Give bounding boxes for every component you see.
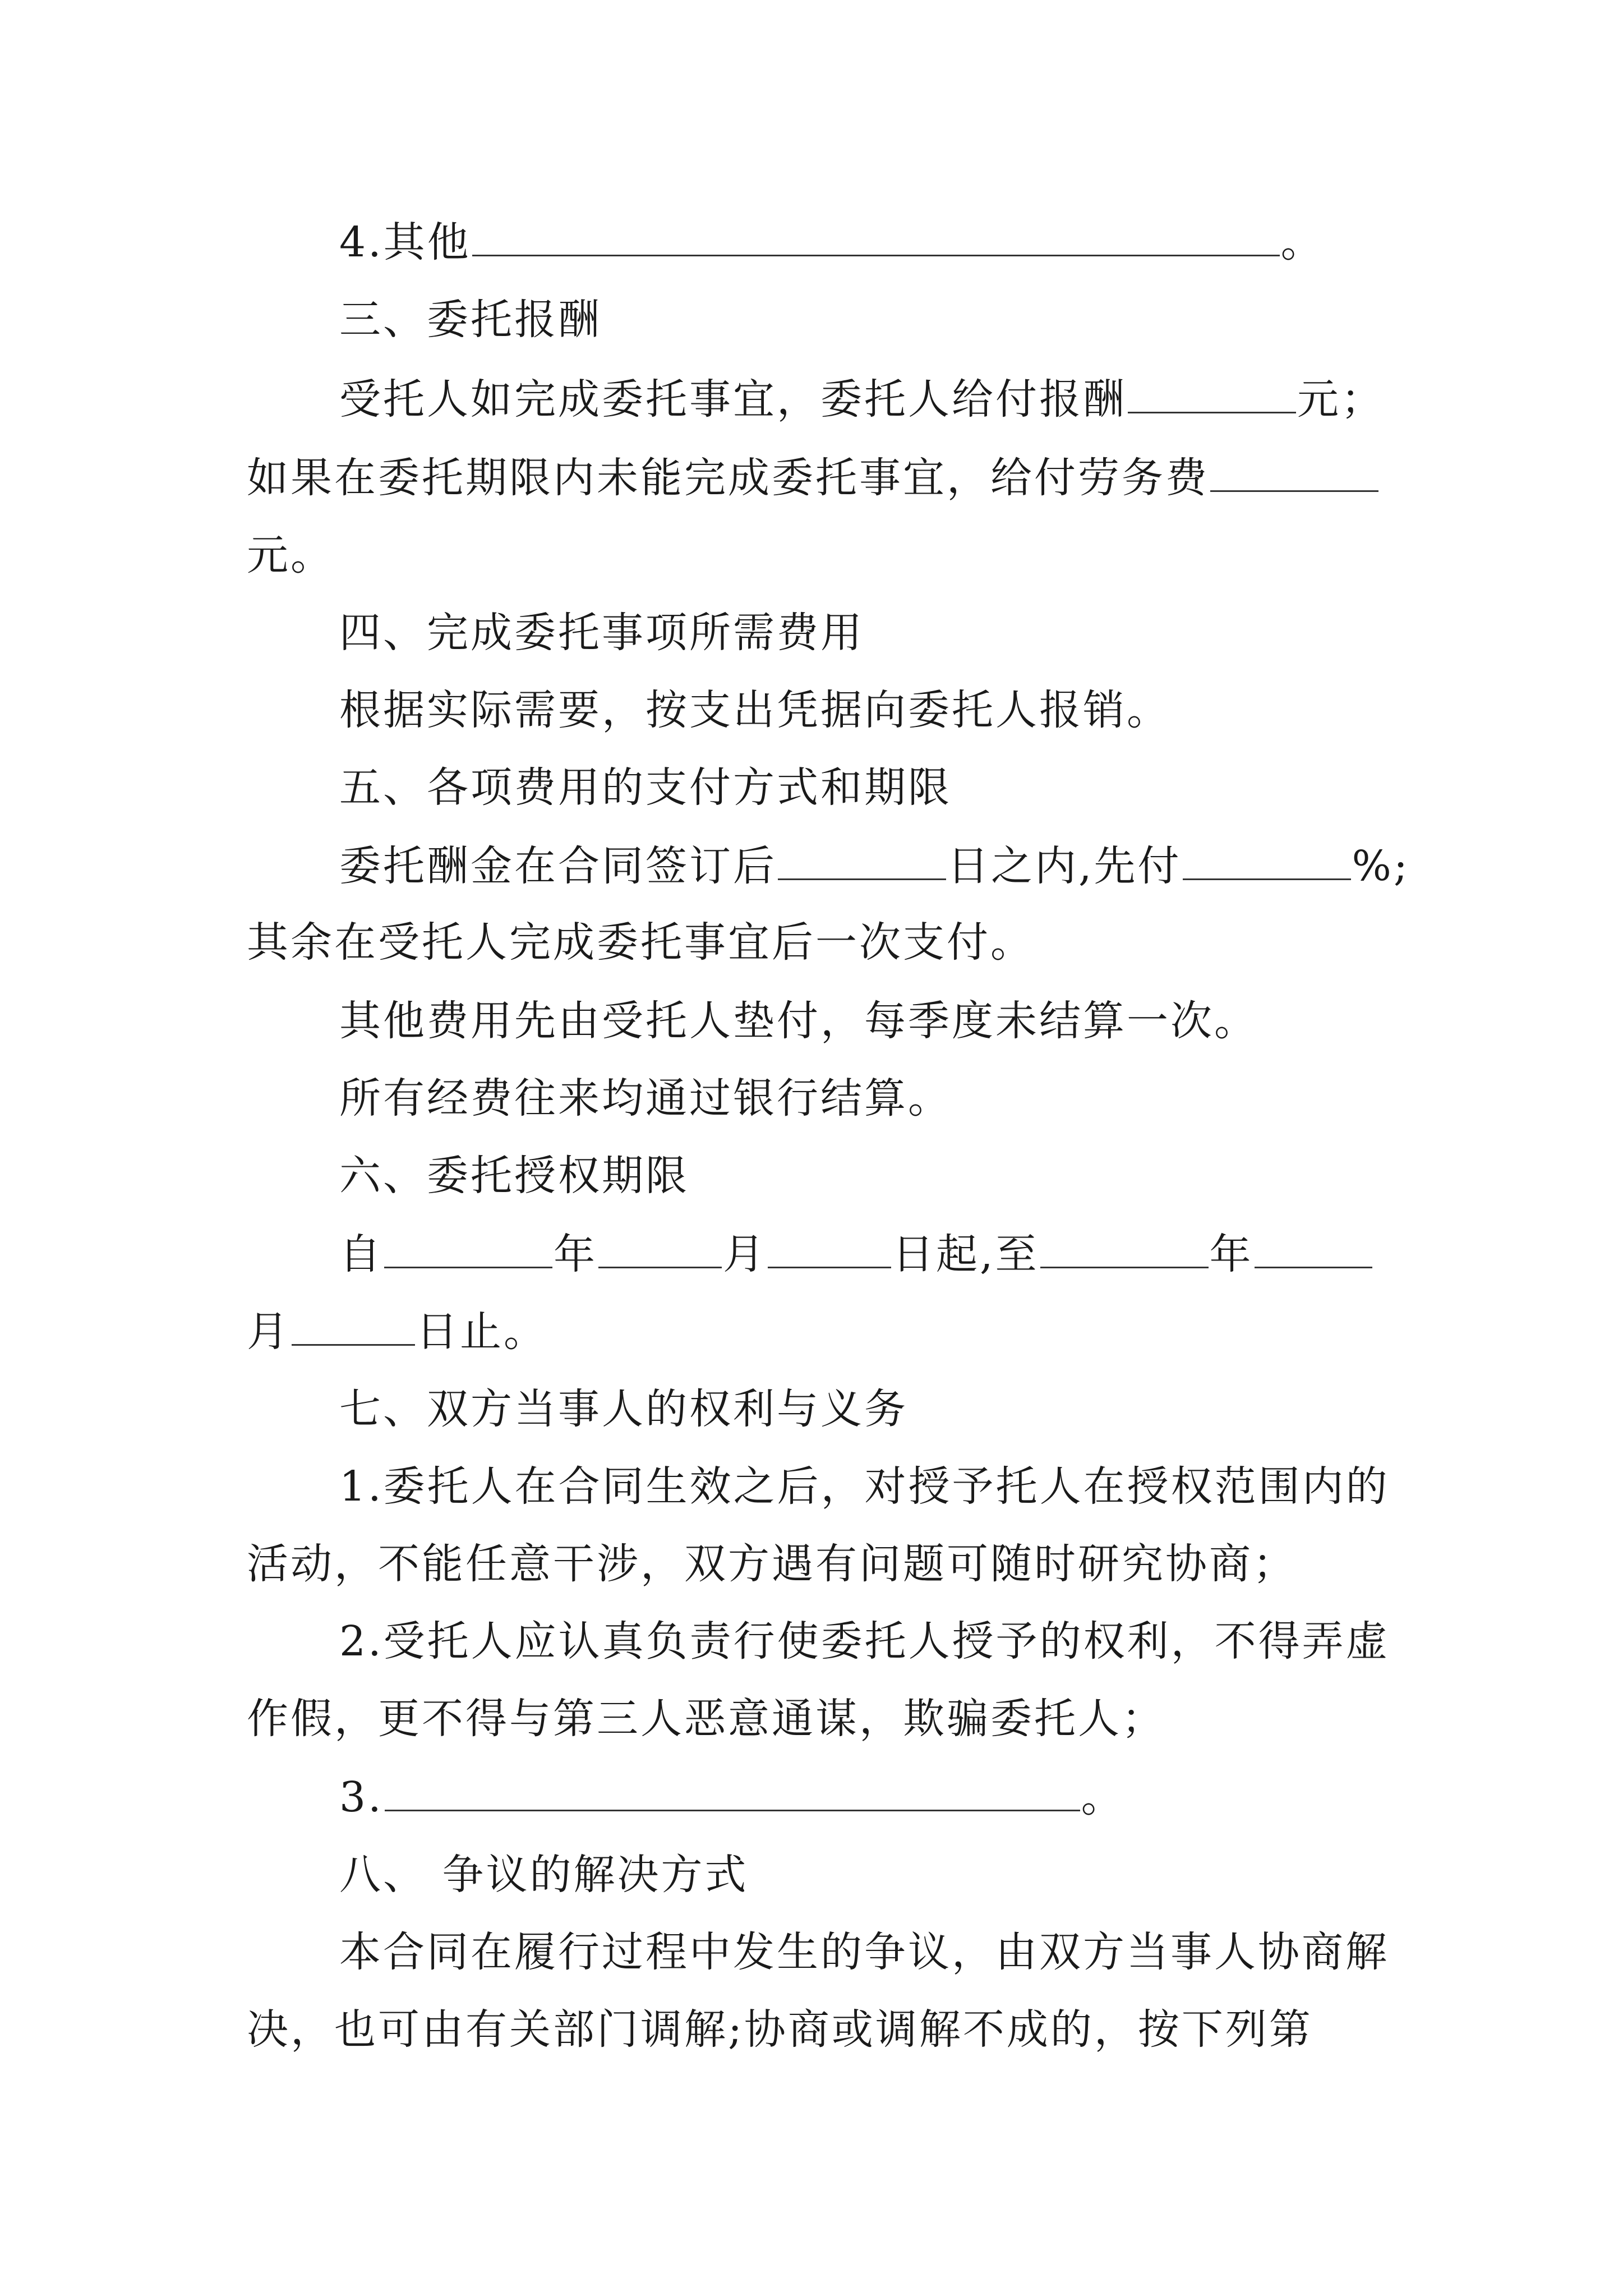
text-segment: 年 xyxy=(1209,1230,1253,1278)
item-3-blank xyxy=(339,1768,1125,1824)
section-title: 三、委托报酬 xyxy=(339,296,602,344)
fill-in-blank xyxy=(1183,837,1351,880)
section-heading-rights xyxy=(339,1381,908,1437)
section-heading-payment xyxy=(339,760,952,816)
fill-in-blank xyxy=(778,837,946,880)
fill-in-blank xyxy=(384,1225,552,1268)
paragraph-line xyxy=(339,1924,1389,1980)
text-segment: 日之内,先付 xyxy=(947,842,1182,890)
section-title: 七、双方当事人的权利与义务 xyxy=(339,1385,908,1433)
text-segment: 根据实际需要，按支出凭据向委托人报销。 xyxy=(339,686,1170,734)
text-segment: 本合同在履行过程中发生的争议，由双方当事人协商解 xyxy=(339,1928,1389,1976)
text-segment: 。 xyxy=(1280,218,1325,266)
text-segment: 委托酬金在合同签订后 xyxy=(339,842,777,890)
paragraph-line xyxy=(247,1691,1165,1747)
paragraph-line xyxy=(339,370,1385,426)
fill-in-blank xyxy=(292,1303,415,1346)
text-segment: 4.其他 xyxy=(339,218,471,266)
fill-in-blank xyxy=(1255,1225,1372,1268)
text-segment: %; xyxy=(1352,842,1410,890)
fill-in-blank xyxy=(598,1225,722,1268)
paragraph-line xyxy=(339,1225,1373,1281)
text-segment: 其他费用先由受托人垫付，每季度未结算一次。 xyxy=(339,997,1258,1045)
paragraph-line xyxy=(339,993,1258,1049)
section-heading-dispute xyxy=(339,1847,749,1903)
text-segment: 年 xyxy=(554,1230,597,1278)
text-segment: 如果在委托期限内未能完成委托事宜，给付劳务费 xyxy=(247,454,1209,502)
paragraph-line xyxy=(247,527,334,583)
item-4-other xyxy=(339,213,1325,269)
fill-in-blank xyxy=(1040,1225,1209,1268)
section-heading-expenses xyxy=(339,605,864,661)
paragraph-line xyxy=(247,449,1380,505)
paragraph-line xyxy=(247,1536,1297,1592)
text-segment: 1.委托人在合同生效之后，对授予托人在授权范围内的 xyxy=(339,1462,1390,1511)
text-segment: 受托人如完成委托事宜，委托人给付报酬 xyxy=(339,375,1127,424)
section-title: 四、完成委托事项所需费用 xyxy=(339,609,864,657)
paragraph-line xyxy=(339,1070,952,1126)
text-segment: 自 xyxy=(339,1230,383,1278)
text-segment: 日止。 xyxy=(416,1308,547,1356)
text-segment: 作假，更不得与第三人恶意通谋，欺骗委托人； xyxy=(247,1695,1165,1743)
text-segment: 月 xyxy=(247,1308,291,1356)
text-segment: 日起,至 xyxy=(892,1230,1039,1278)
text-segment: 元； xyxy=(1297,375,1385,424)
fill-in-blank xyxy=(1128,370,1296,413)
text-segment: 所有经费往来均通过银行结算。 xyxy=(339,1074,952,1122)
section-title: 五、各项费用的支付方式和期限 xyxy=(339,763,952,812)
section-heading-term xyxy=(339,1148,689,1204)
paragraph-line xyxy=(247,2001,1313,2058)
paragraph-line xyxy=(339,1613,1390,1669)
fill-in-blank xyxy=(472,213,1280,256)
paragraph-line xyxy=(339,837,1410,893)
text-segment: 活动，不能任意干涉，双方遇有问题可随时研究协商； xyxy=(247,1540,1297,1588)
fill-in-blank xyxy=(1210,449,1378,492)
section-title: 六、委托授权期限 xyxy=(339,1152,689,1200)
fill-in-blank xyxy=(385,1768,1080,1811)
text-segment: 2.受托人应认真负责行使委托人授予的权利，不得弄虚 xyxy=(339,1617,1390,1665)
paragraph-line xyxy=(339,1458,1390,1515)
text-segment: 3. xyxy=(339,1773,384,1821)
text-segment: 其余在受托人完成委托事宜后一次支付。 xyxy=(247,918,1034,967)
text-segment: 月 xyxy=(723,1230,767,1278)
paragraph-line xyxy=(247,914,1034,970)
text-segment: 元。 xyxy=(247,531,334,579)
text-segment: 决，也可由有关部门调解;协商或调解不成的，按下列第 xyxy=(247,2005,1313,2054)
paragraph-line xyxy=(339,682,1170,738)
section-title: 八、 争议的解决方式 xyxy=(339,1851,749,1899)
paragraph-line xyxy=(247,1303,547,1359)
section-heading-remuneration xyxy=(339,292,602,348)
fill-in-blank xyxy=(768,1225,891,1268)
text-segment: 。 xyxy=(1081,1773,1125,1821)
